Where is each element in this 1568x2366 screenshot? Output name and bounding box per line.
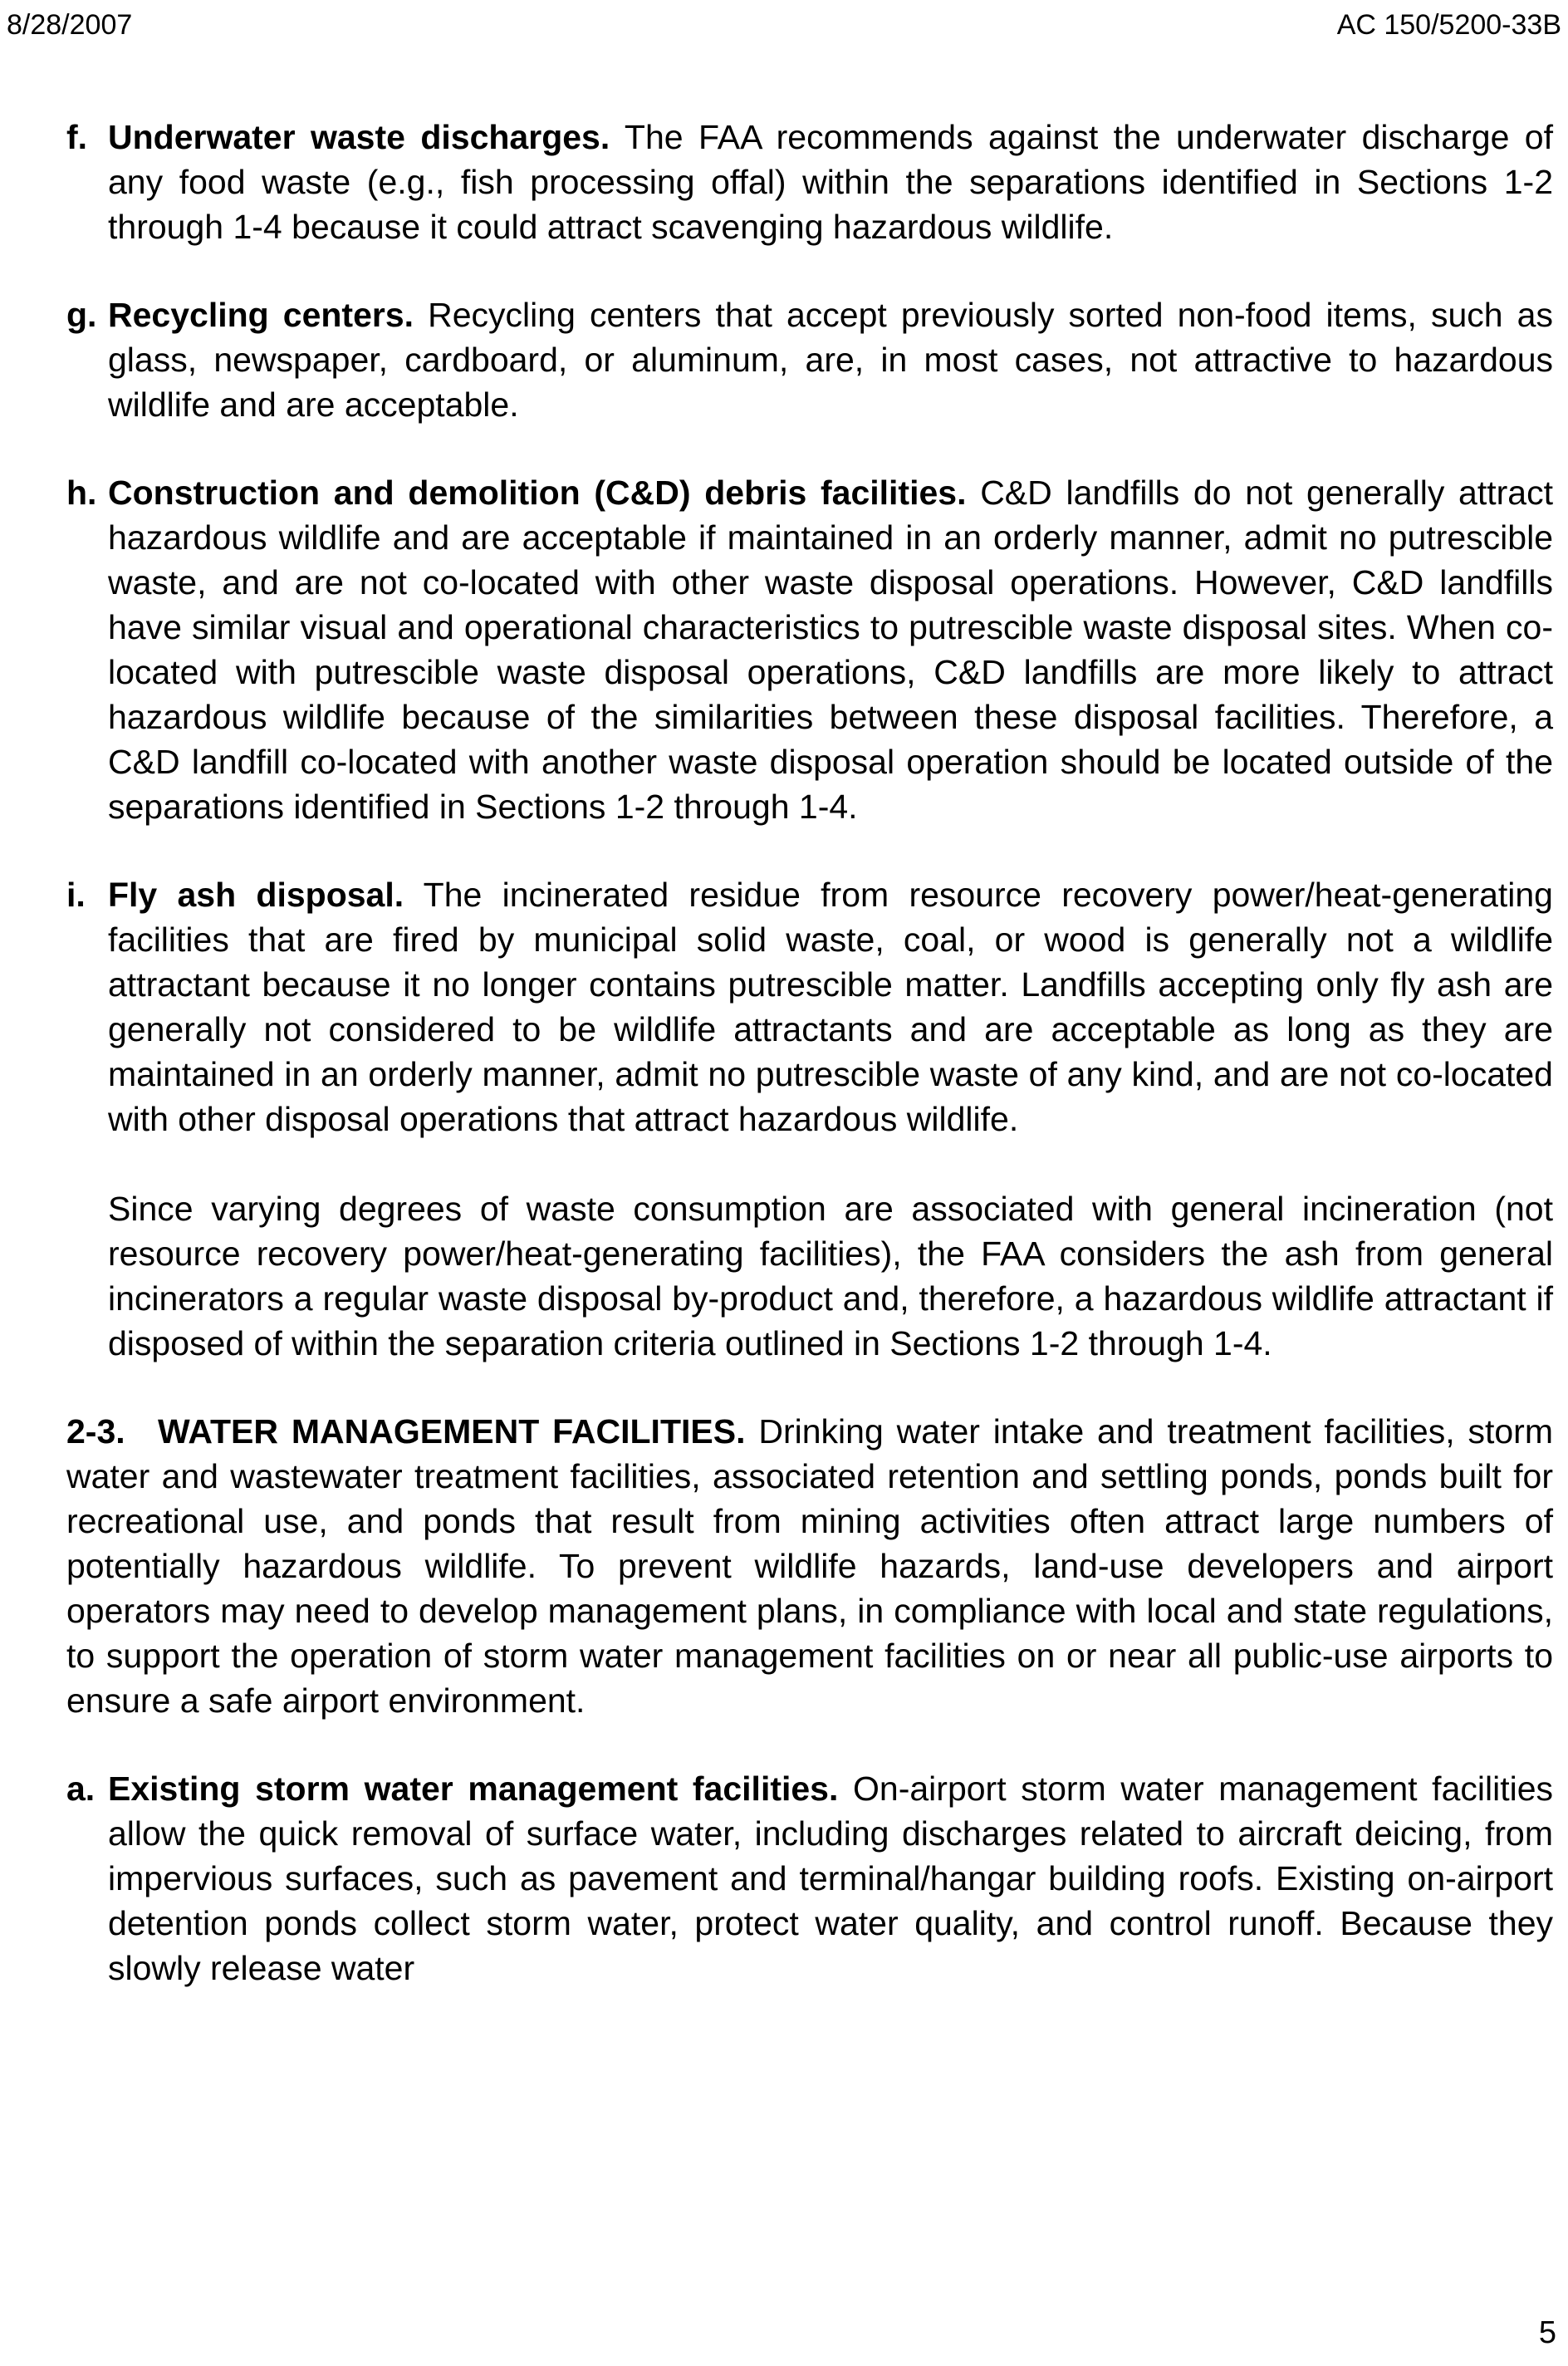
paragraph-g xyxy=(66,292,1553,427)
item-letter: g. xyxy=(66,296,97,334)
section-text: Drinking water intake and treatment facilities, storm water and wastewater treatment facilities, associated retention and settling ponds, ponds built for recreational use, and ponds that result from mining activities often attract large numbers of potentially hazardous wildlife. To prevent wildlife hazards, land-use developers and airport operators may need to develop management plans, in compliance with local and state regulations, to support the operation of storm water management facilities on or near all public-use airports to ensure a safe airport environment. xyxy=(66,1412,1553,1720)
item-title: Underwater waste discharges. xyxy=(108,118,610,156)
item-letter: h. xyxy=(66,474,97,512)
item-text: The incinerated residue from resource recovery power/heat-generating facilities that are fired by municipal solid waste, coal, or wood is generally not a wildlife attractant because it no longer contains putrescible matter. Landfills accepting only fly ash are generally not considered to be wildlife attractants and are acceptable as long as they are maintained in an orderly manner, admit no putrescible waste of any kind, and are not co-located with other disposal operations that attract hazardous wildlife. xyxy=(108,876,1553,1138)
item-text: C&D landfills do not generally attract hazardous wildlife and are acceptable if maintained in an orderly manner, admit no putrescible waste, and are not co-located with other waste disposal operations. However, C&D landfills have similar visual and operational characteristics to putrescible waste disposal sites. When co-located with putrescible waste disposal operations, C&D landfills are more likely to attract hazardous wildlife because of the similarities between these disposal facilities. Therefore, a C&D landfill co-located with another waste disposal operation should be located outside of the separations identified in Sections 1-2 through 1-4. xyxy=(108,474,1553,826)
item-letter: a. xyxy=(66,1770,96,1808)
paragraph-h xyxy=(66,470,1553,829)
item-text: On-airport storm water management facilities allow the quick removal of surface water, including discharges related to aircraft deicing, from impervious surfaces, such as pavement and terminal/hangar building roofs. Existing on-airport detention ponds collect storm water, protect water quality, and control runoff. Because they slowly release water xyxy=(108,1770,1553,1987)
paragraph-2-3-a xyxy=(66,1766,1553,1990)
item-title: Construction and demolition (C&D) debris facilities. xyxy=(108,474,967,512)
header-doc-id: AC 150/5200-33B xyxy=(1336,9,1561,41)
item-paragraph xyxy=(108,470,1553,829)
paragraph-f xyxy=(66,115,1553,249)
item-title: Existing storm water management facilities. xyxy=(108,1770,839,1808)
document-body xyxy=(66,115,1553,1990)
item-paragraph xyxy=(108,292,1553,427)
item-title: Fly ash disposal. xyxy=(108,876,404,914)
paragraph-i xyxy=(66,872,1553,1366)
section-number: 2-3. xyxy=(66,1412,125,1451)
page-header xyxy=(7,7,1561,43)
header-date: 8/28/2007 xyxy=(7,9,133,41)
section-paragraph xyxy=(66,1409,1553,1723)
item-paragraph xyxy=(108,872,1553,1141)
item-letter: f. xyxy=(66,118,88,156)
item-paragraph xyxy=(108,1766,1553,1990)
section-title: WATER MANAGEMENT FACILITIES. xyxy=(158,1412,746,1451)
item-paragraph-continued: Since varying degrees of waste consumption are associated with general incineration (not resource recovery power/heat-generating facilities), the FAA considers the ash from general incinerators a regular waste disposal by-product and, therefore, a hazardous wildlife attractant if disposed of within the separation criteria outlined in Sections 1-2 through 1-4. xyxy=(108,1190,1553,1362)
item-text: The FAA recommends against the underwater discharge of any food waste (e.g., fish processing offal) within the separations identified in Sections 1-2 through 1-4 because it could attract scavenging hazardous wildlife. xyxy=(108,118,1553,246)
item-text: Recycling centers that accept previously sorted non-food items, such as glass, newspaper, cardboard, or aluminum, are, in most cases, not attractive to hazardous wildlife and are acceptable. xyxy=(108,296,1553,424)
page-number: 5 xyxy=(1538,2315,1556,2350)
item-title: Recycling centers. xyxy=(108,296,414,334)
item-letter: i. xyxy=(66,876,86,914)
item-paragraph xyxy=(108,115,1553,249)
section-2-3 xyxy=(66,1409,1553,1723)
